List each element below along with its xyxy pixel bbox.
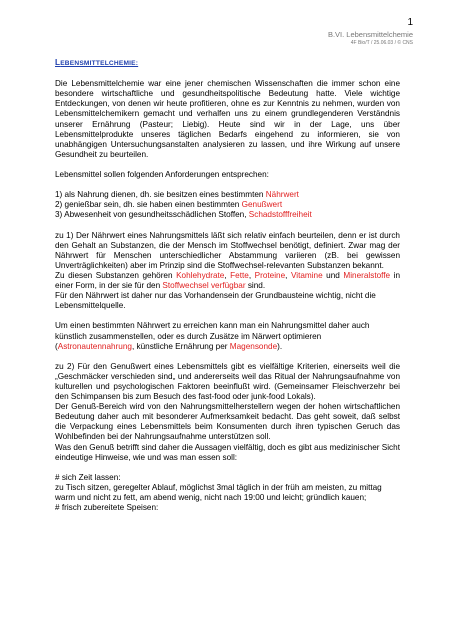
naehrwert-optimization-paragraph: Um einen bestimmten Nährwert zu erreichen kann man ein Nahrungsmittel daher auch künstlich zusammenstellen, oder es durch Zusätze im Närwert optimieren (Astronautennahrung, künstliche Ernährung per Magensonde). [55, 321, 370, 351]
course-title: B.VI. Lebensmittelchemie [327, 30, 413, 39]
genuss-industry-paragraph: Der Genuß-Bereich wird von den Nahrungsmittelherstellern wegen der hohen wirtschaftlichen Bedeutung daher auch mit besonderer Aufmerksamkeit bedacht. Das geht soweit, daß selbst die Verpackung eines Lebensmittels beim Konsumenten durch ihren typischen Geruch das Wohlbefinden bei der Nahrungsaufnahme unterstützen soll. [55, 402, 400, 442]
requirements-intro: Lebensmittel sollen folgenden Anforderungen entsprechen: [55, 170, 269, 180]
tip-body-time: zu Tisch sitzen, geregelter Ablauf, möglichst 3mal täglich in der früh am meisten, zu mittag warm und nicht zu fett, am abend wenig, nicht nach 19:00 und leicht; gründlich kauen; [55, 482, 382, 503]
page-number: 1 [407, 17, 413, 28]
tip-heading-fresh: # frisch zubereitete Speisen: [55, 503, 159, 513]
requirement-2: 2) genießbar sein, dh. sie haben einen bestimmten Genußwert [55, 200, 283, 210]
genusswert-paragraph: zu 2) Für den Genußwert eines Lebensmittels gibt es vielfältige Kriterien, einerseits weil die „Geschmäcker verschieden sind„ und andererseits weil das Ritual der Nahrungsaufnahme von kulturellen und psychologischen Faktoren beeinflußt wird. (Gemeinsamer Fleischverzehr bei den Schimpansen bis zum Besuch des fast-food oder junk-food Lokals). [55, 361, 400, 402]
naehrwert-paragraph: zu 1) Der Nährwert eines Nahrungsmittels läßt sich relativ einfach beurteilen, denn er ist durch den Gehalt an Substanzen, die der Mensch im Stoffwechsel benötigt, definiert. Zwar mag der Nährwert für Menschen unterschiedlicher Abstammung variieren (zB. bei gewissen Unverträglichkeiten) aber im Prinzip sind die Stoffwechsel-relevanten Substanzen bekannt. [55, 230, 400, 270]
grundbausteine-paragraph: Für den Nährwert ist daher nur das Vorhandensein der Grundbausteine wichtig, nicht die Lebensmittelquelle. [55, 291, 376, 311]
requirement-3: 3) Abwesenheit von gesundheitsschädlichen Stoffen, Schadstofffreiheit [55, 210, 312, 220]
course-reference [328, 30, 413, 46]
intro-paragraph: Die Lebensmittelchemie war eine jener chemischen Wissenschaften die immer schon eine besondere wirtschaftliche und gesundheitspolitische Bedeutung hatte. Viele wichtige Entdeckungen, von denen wir heute profitieren, ohne es zur Kenntnis zu nehmen, wurden von Lebensmittelchemikern gemacht und verhalfen uns zu einem grundlegenderen Verständnis unserer Ernährung (Pasteur; Liebig). Heute sind wir in der Lage, uns über Lebensmittelprodukte unseres täglichen Bedarfs eingehend zu informieren, sie von unabhängigen Untersuchungsanstalten analysieren zu lassen, und ihre Wirkung auf unsere Gesundheit zu beurteilen. [55, 79, 400, 159]
requirement-1: 1) als Nahrung dienen, dh. sie besitzen eines bestimmten Nährwert [55, 190, 299, 200]
substances-paragraph: Zu diesen Substanzen gehören Kohlehydrate, Fette, Proteine, Vitamine und Mineralstoffe in einer Form, in der sie für den Stoffwechsel verfügbar sind. [55, 270, 401, 291]
document-body [55, 58, 400, 513]
genuss-advice-paragraph: Was den Genuß betrifft sind daher die Aussagen vielfältig, doch es gibt aus medizinischer Sicht eindeutige Hinweise, wie und was man essen soll: [55, 442, 400, 462]
tip-heading-time: # sich Zeit lassen: [55, 472, 121, 482]
page-title: LEBENSMITTELCHEMIE: [55, 58, 139, 67]
course-code: 4F Bio/T / 25.06.03 / © CNS [350, 39, 413, 46]
